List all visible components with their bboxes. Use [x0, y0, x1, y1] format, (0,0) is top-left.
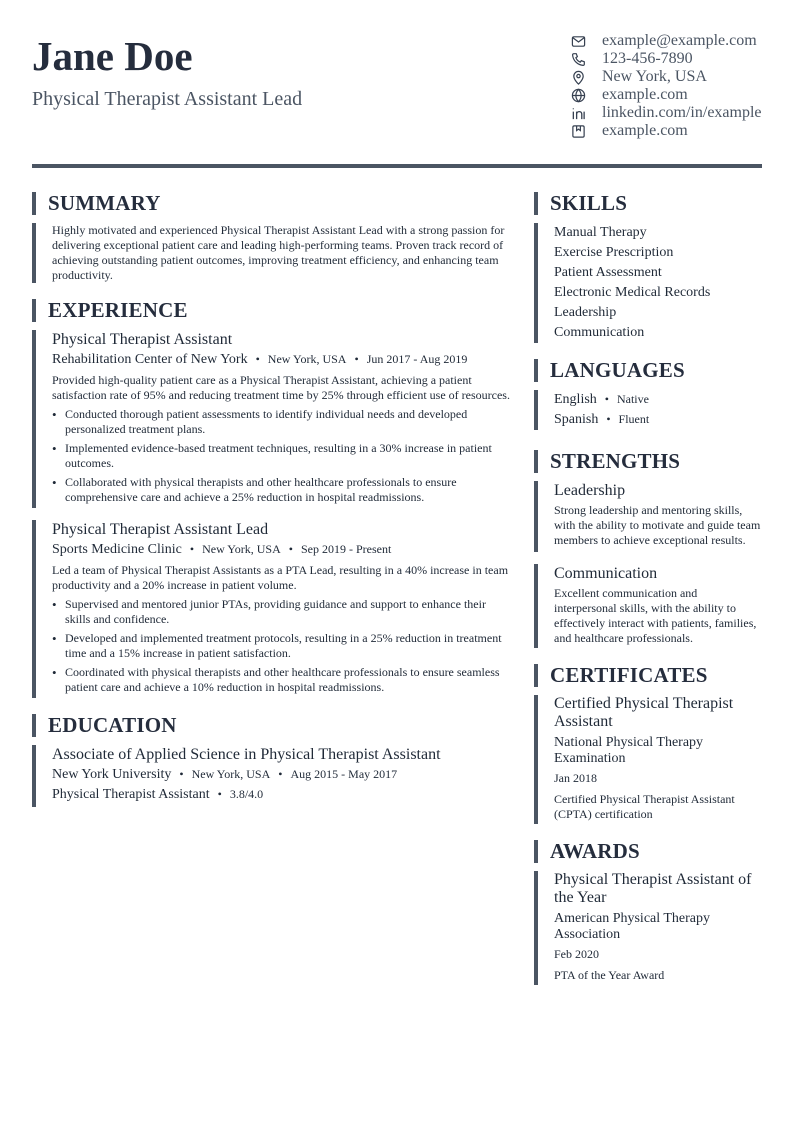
globe-icon: [568, 86, 588, 104]
language-name: English: [554, 392, 597, 407]
strength-item: [534, 481, 762, 552]
job-summary: Led a team of Physical Therapist Assistants as a PTA Lead, resulting in a 40% increase in team productivity and a 20% increase in patient volume.: [52, 563, 509, 592]
award-issuer: American Physical Therapy Association: [554, 911, 711, 942]
contact-website-text: example.com: [602, 86, 688, 103]
job-meta: Rehabilitation Center of New York • New York, USA • Jun 2017 - Aug 2019: [52, 350, 512, 370]
languages-block: [534, 390, 762, 430]
certificate-name: Certified Physical Therapist Assistant: [554, 695, 734, 730]
award-desc: PTA of the Year Award: [554, 968, 665, 982]
education-field: Physical Therapist Assistant: [52, 787, 210, 802]
strength-name: Leadership: [554, 482, 626, 499]
language-item: English • Native: [554, 390, 762, 410]
location-icon: [568, 68, 588, 86]
skill-item: Communication: [554, 325, 645, 340]
candidate-role: Physical Therapist Assistant Lead: [32, 88, 303, 110]
award-date: Feb 2020: [554, 947, 599, 961]
contact-location: [568, 68, 762, 86]
contact-email-text: example@example.com: [602, 32, 757, 49]
education-school: New York University: [52, 767, 172, 782]
awards-heading: AWARDS: [534, 840, 762, 863]
language-name: Spanish: [554, 412, 599, 427]
contact-list: [568, 32, 762, 140]
job-bullet: • Developed and implemented treatment protocols, resulting in a 25% reduction in treatment time and a 15% increase in patient satisfaction.: [52, 631, 512, 661]
contact-linkedin-text: linkedin.com/in/example: [602, 104, 762, 121]
contact-phone-text: 123-456-7890: [602, 50, 693, 67]
candidate-name: Jane Doe: [32, 33, 193, 79]
skill-item: Exercise Prescription: [554, 245, 674, 260]
certificate-item: [534, 695, 762, 824]
strength-item: [534, 564, 762, 648]
language-level: Native: [616, 392, 649, 406]
portfolio-icon: [568, 122, 588, 140]
languages-heading: LANGUAGES: [534, 359, 762, 382]
experience-heading: EXPERIENCE: [32, 299, 512, 322]
certificate-desc: Certified Physical Therapist Assistant (CPTA) certification: [554, 792, 735, 821]
contact-location-text: New York, USA: [602, 68, 707, 85]
education-heading: EDUCATION: [32, 714, 512, 737]
certificate-date: Jan 2018: [554, 771, 597, 785]
job-bullet: • Conducted thorough patient assessments to identify individual needs and developed personalized treatment plans.: [52, 407, 512, 437]
job-bullets: [52, 407, 512, 505]
job-location: New York, USA: [267, 352, 347, 366]
education-meta: New York University • New York, USA • Aug 2015 - May 2017: [52, 765, 512, 785]
right-column: [534, 192, 762, 985]
job-dates: Sep 2019 - Present: [300, 542, 392, 556]
strength-desc: Excellent communication and interpersonal skills, with the ability to effectively interact with patients, families, and healthcare professionals.: [554, 586, 757, 645]
skill-item: Patient Assessment: [554, 265, 662, 280]
contact-email[interactable]: [568, 32, 762, 50]
strength-name: Communication: [554, 565, 658, 582]
job-location: New York, USA: [202, 542, 281, 556]
skills-heading: SKILLS: [534, 192, 762, 215]
summary-heading: SUMMARY: [32, 192, 512, 215]
job-company: Rehabilitation Center of New York: [52, 352, 248, 367]
education-dates: Aug 2015 - May 2017: [290, 767, 398, 781]
contact-portfolio[interactable]: [568, 122, 762, 140]
strengths-heading: STRENGTHS: [534, 450, 762, 473]
education-location: New York, USA: [191, 767, 271, 781]
award-item: [534, 871, 762, 985]
contact-website[interactable]: [568, 86, 762, 104]
certificates-heading: CERTIFICATES: [534, 664, 762, 687]
strength-desc: Strong leadership and mentoring skills, with the ability to motivate and guide team members to achieve exceptional results.: [554, 503, 761, 547]
job-position: Physical Therapist Assistant Lead: [52, 521, 269, 538]
skill-item: Electronic Medical Records: [554, 285, 711, 300]
linkedin-icon: [568, 104, 588, 122]
job-summary: Provided high-quality patient care as a Physical Therapist Assistant, achieving a patient satisfaction rate of 95% and reducing treatment time by 25% through efficient use of resources.: [52, 373, 510, 402]
job-bullet: • Collaborated with physical therapists and other healthcare professionals to ensure comprehensive care and achieve a 25% reduction in hospital readmissions.: [52, 475, 512, 505]
certificate-issuer: National Physical Therapy Examination: [554, 735, 704, 766]
job-bullet: • Coordinated with physical therapists and other healthcare professionals to ensure seamless patient care and achieve a 10% reduction in hospital readmissions.: [52, 665, 512, 695]
language-item: Spanish • Fluent: [554, 410, 762, 430]
header-divider: [32, 164, 762, 168]
left-column: [32, 192, 512, 807]
phone-icon: [568, 50, 588, 68]
job-position: Physical Therapist Assistant: [52, 331, 233, 348]
skill-item: Manual Therapy: [554, 225, 647, 240]
job-bullet: • Implemented evidence-based treatment techniques, resulting in a 30% increase in patient outcomes.: [52, 441, 512, 471]
education-field-line: Physical Therapist Assistant • 3.8/4.0: [52, 785, 512, 805]
job-company: Sports Medicine Clinic: [52, 542, 182, 557]
job-bullets: [52, 597, 512, 695]
contact-portfolio-text: example.com: [602, 122, 688, 139]
education-degree: Associate of Applied Science in Physical Therapist Assistant: [52, 746, 441, 763]
job-bullet: • Supervised and mentored junior PTAs, providing guidance and support to enhance their skills and confidence.: [52, 597, 512, 627]
language-level: Fluent: [618, 412, 650, 426]
skills-block: [534, 223, 762, 343]
contact-linkedin[interactable]: [568, 104, 762, 122]
skill-item: Leadership: [554, 305, 617, 320]
experience-item: [32, 520, 512, 698]
award-name: Physical Therapist Assistant of the Year: [554, 871, 752, 906]
experience-item: [32, 330, 512, 508]
summary-block: [32, 223, 512, 283]
email-icon: [568, 32, 588, 50]
job-meta: Sports Medicine Clinic • New York, USA • Sep 2019 - Present: [52, 540, 512, 560]
contact-phone[interactable]: [568, 50, 762, 68]
job-dates: Jun 2017 - Aug 2019: [366, 352, 468, 366]
education-item: [32, 745, 512, 807]
education-gpa: 3.8/4.0: [229, 787, 264, 801]
summary-text: Highly motivated and experienced Physical Therapist Assistant Lead with a strong passion for delivering exceptional patient care and leading high-performing teams. Proven track record of achieving outstanding patient outcomes, improving treatment efficiency, and enhancing team productivity.: [52, 223, 505, 282]
